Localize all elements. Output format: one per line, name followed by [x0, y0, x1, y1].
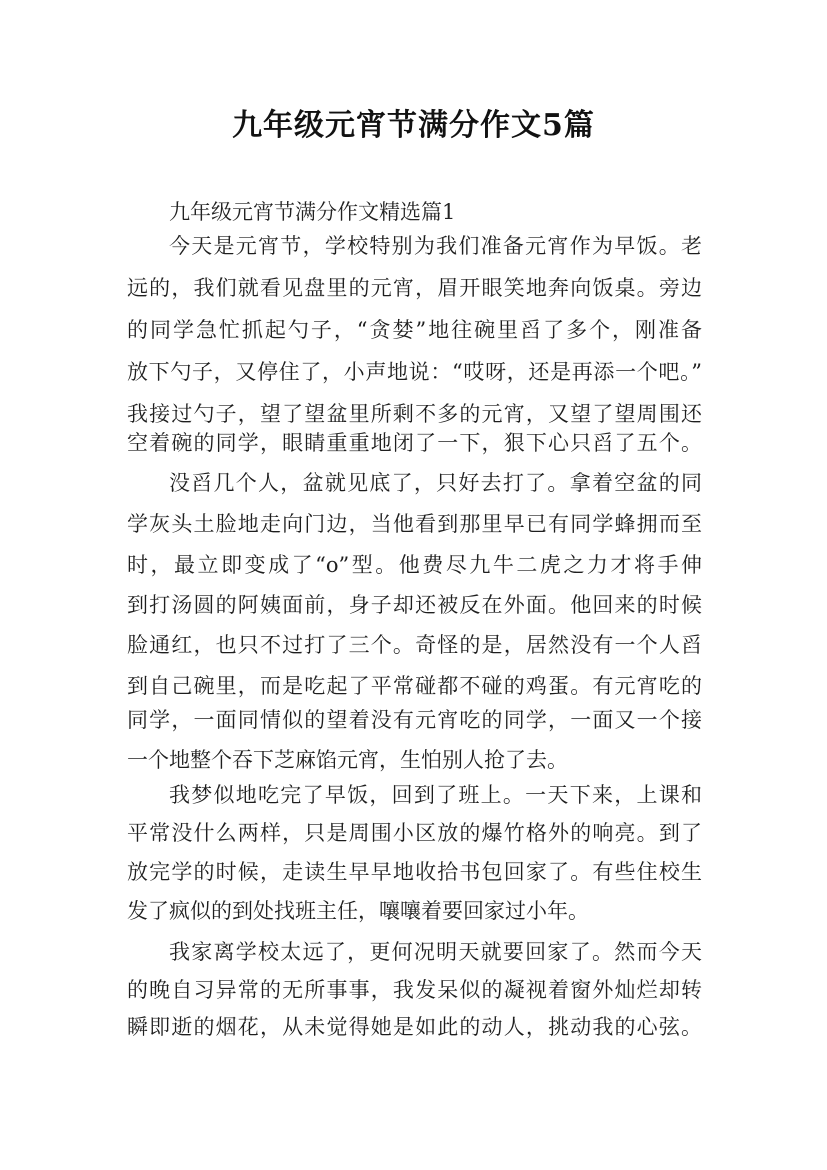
- paragraph-line: 放下勺子，又停住了，小声地说：“哎呀，还是再添一个吧。”: [127, 360, 702, 384]
- paragraph-line: 脸通红，也只不过打了三个。奇怪的是，居然没有一个人舀: [127, 633, 702, 657]
- paragraph-line: 瞬即逝的烟花，从未觉得她是如此的动人，挑动我的心弦。: [127, 1015, 702, 1039]
- document-title: 九年级元宵节满分作文5篇: [232, 108, 595, 143]
- paragraph-line: 空着碗的同学，眼睛重重地闭了一下，狠下心只舀了五个。: [127, 431, 702, 455]
- paragraph-line: 放完学的时候，走读生早早地收拾书包回家了。有些住校生: [127, 860, 702, 884]
- section-heading: 九年级元宵节满分作文精选篇1: [169, 200, 456, 224]
- paragraph-line: 我接过勺子，望了望盆里所剩不多的元宵，又望了望周围还: [127, 402, 702, 426]
- paragraph-line: 的同学急忙抓起勺子，“贪婪”地往碗里舀了多个，刚准备: [127, 318, 702, 342]
- paragraph-line: 远的，我们就看见盘里的元宵，眉开眼笑地奔向饭桌。旁边: [127, 276, 702, 300]
- paragraph-line: 我家离学校太远了，更何况明天就要回家了。然而今天: [169, 940, 702, 964]
- paragraph-line: 平常没什么两样，只是周围小区放的爆竹格外的响亮。到了: [127, 821, 702, 845]
- paragraph-line: 我梦似地吃完了早饭，回到了班上。一天下来，上课和: [169, 783, 702, 807]
- paragraph-line: 学灰头土脸地走向门边，当他看到那里早已有同学蜂拥而至: [127, 512, 702, 536]
- paragraph-line: 今天是元宵节，学校特别为我们准备元宵作为早饭。老: [169, 234, 702, 258]
- paragraph-line: 发了疯似的到处找班主任，嚷嚷着要回家过小年。: [127, 899, 589, 923]
- paragraph-line: 同学，一面同情似的望着没有元宵吃的同学，一面又一个接: [127, 708, 702, 732]
- paragraph-line: 的晚自习异常的无所事事，我发呆似的凝视着窗外灿烂却转: [127, 978, 702, 1002]
- paragraph-line: 一个地整个吞下芝麻馅元宵，生怕别人抢了去。: [127, 748, 568, 772]
- paragraph-line: 没舀几个人，盆就见底了，只好去打了。拿着空盆的同: [169, 471, 702, 495]
- paragraph-line: 时，最立即变成了“o”型。他费尽九牛二虎之力才将手伸: [127, 553, 702, 577]
- paragraph-line: 到自己碗里，而是吃起了平常碰都不碰的鸡蛋。有元宵吃的: [127, 674, 702, 698]
- paragraph-line: 到打汤圆的阿姨面前，身子却还被反在外面。他回来的时候: [127, 593, 702, 617]
